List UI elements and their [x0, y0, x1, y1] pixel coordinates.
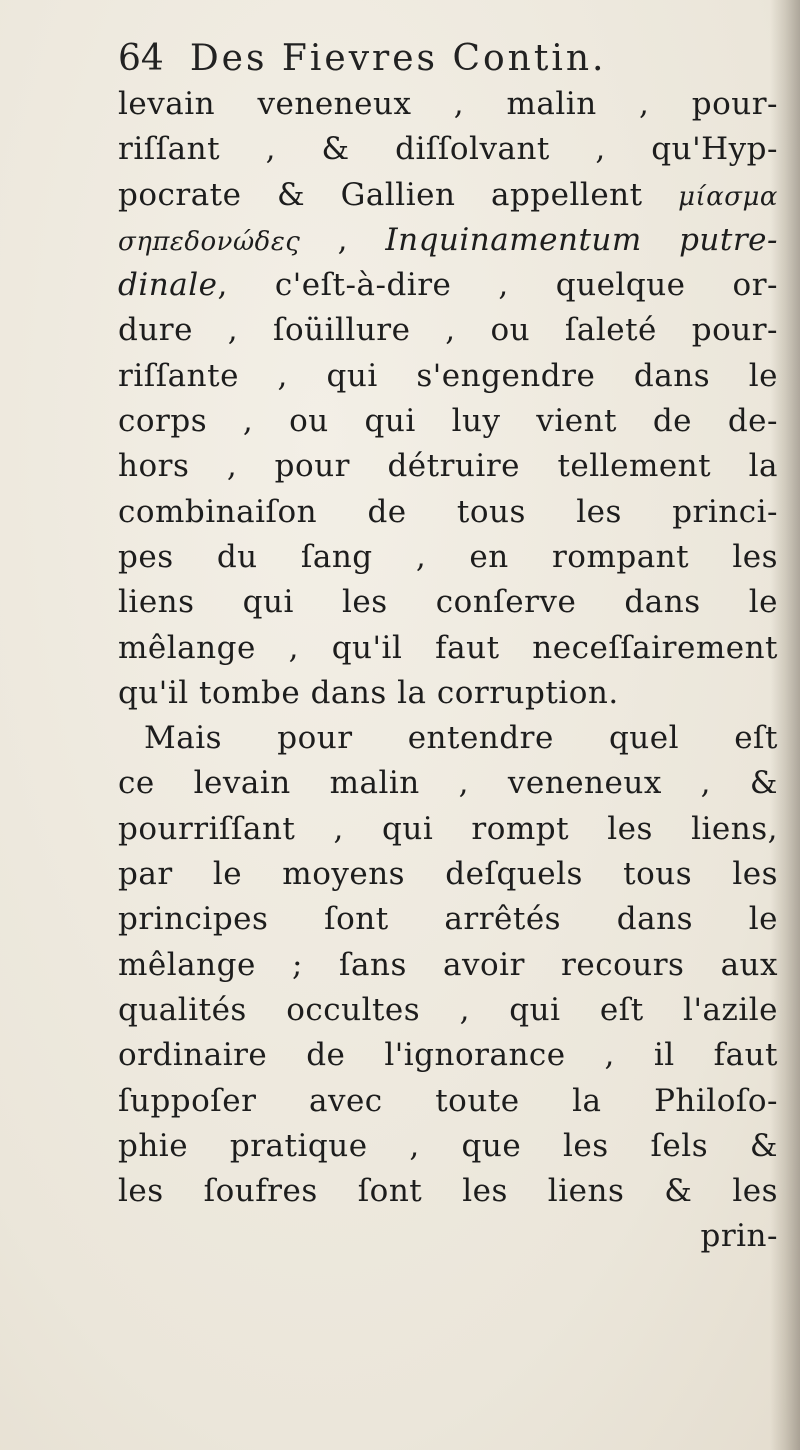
- latin-italic-text: Inquinamentum putre-: [385, 221, 778, 258]
- text-line: [118, 127, 778, 172]
- text-segment: liens qui les conſerve dans le: [118, 584, 778, 621]
- text-segment: , c'eſt-à-dire , quelque or-: [217, 267, 778, 304]
- text-segment: qualités occultes , qui eſt l'azile: [118, 991, 778, 1028]
- text-line: [118, 580, 778, 625]
- text-line: [118, 852, 778, 897]
- text-line: [118, 626, 778, 671]
- text-segment: dure , ſoüillure , ou ſaleté pour-: [118, 312, 778, 349]
- text-segment: mêlange ; ſans avoir recours aux: [118, 946, 778, 983]
- text-line: [118, 716, 778, 761]
- text-line: [118, 761, 778, 806]
- text-line: [118, 1169, 778, 1214]
- text-segment: principes ſont arrêtés dans le: [118, 901, 778, 938]
- text-segment: ce levain malin , veneneux , &: [118, 765, 778, 802]
- text-line: [118, 354, 778, 399]
- text-segment: hors , pour détruire tellement la: [118, 448, 778, 485]
- text-line: [118, 308, 778, 353]
- text-line: [118, 444, 778, 489]
- body-text: [118, 82, 798, 1260]
- text-line: [118, 82, 778, 127]
- text-segment: pes du ſang , en rompant les: [118, 538, 778, 575]
- text-segment: par le moyens deſquels tous les: [118, 856, 778, 893]
- text-line: [118, 988, 778, 1033]
- text-segment: ſuppoſer avec toute la Philoſo-: [118, 1082, 778, 1119]
- running-title: Des Fievres Contin.: [189, 38, 607, 79]
- text-line: [118, 218, 778, 263]
- latin-italic-text: dinale: [118, 267, 218, 304]
- text-line: [118, 173, 778, 218]
- page-header: [118, 38, 718, 88]
- text-segment: les ſoufres ſont les liens & les: [118, 1173, 778, 1210]
- text-segment: qu'il tombe dans la corruption.: [118, 674, 619, 711]
- text-line: [118, 1033, 778, 1078]
- text-line: [118, 399, 778, 444]
- text-line: [118, 943, 778, 988]
- greek-word: μίασμα: [678, 181, 778, 212]
- text-line: [118, 263, 778, 308]
- text-segment: pourriſſant , qui rompt les liens,: [118, 810, 778, 847]
- text-segment: corps , ou qui luy vient de de-: [118, 403, 778, 440]
- text-segment: levain veneneux , malin , pour-: [118, 86, 778, 122]
- text-segment: ordinaire de l'ignorance , il faut: [118, 1037, 778, 1074]
- text-segment: combinaiſon de tous les princi-: [118, 493, 778, 530]
- text-segment: ,: [300, 221, 386, 258]
- text-segment: mêlange , qu'il faut neceſſairement: [118, 629, 778, 666]
- text-segment: pocrate & Gallien appellent: [118, 176, 679, 213]
- catchword: prin-: [700, 1218, 778, 1255]
- text-segment: riſſant , & diſſolvant , qu'Hyp-: [118, 131, 778, 168]
- greek-word: σηπεδονώδες: [118, 226, 301, 257]
- text-segment: riſſante , qui s'engendre dans le: [118, 357, 778, 394]
- text-line: [118, 535, 778, 580]
- text-line: [118, 671, 778, 716]
- text-segment: Mais pour entendre quel eſt: [144, 720, 778, 757]
- text-line: [118, 1124, 778, 1169]
- text-line: [118, 1079, 778, 1124]
- page-number: 64: [118, 38, 164, 79]
- text-line: [118, 807, 778, 852]
- text-line: [118, 490, 778, 535]
- text-line: [118, 897, 778, 942]
- text-segment: phie pratique , que les ſels &: [118, 1127, 778, 1164]
